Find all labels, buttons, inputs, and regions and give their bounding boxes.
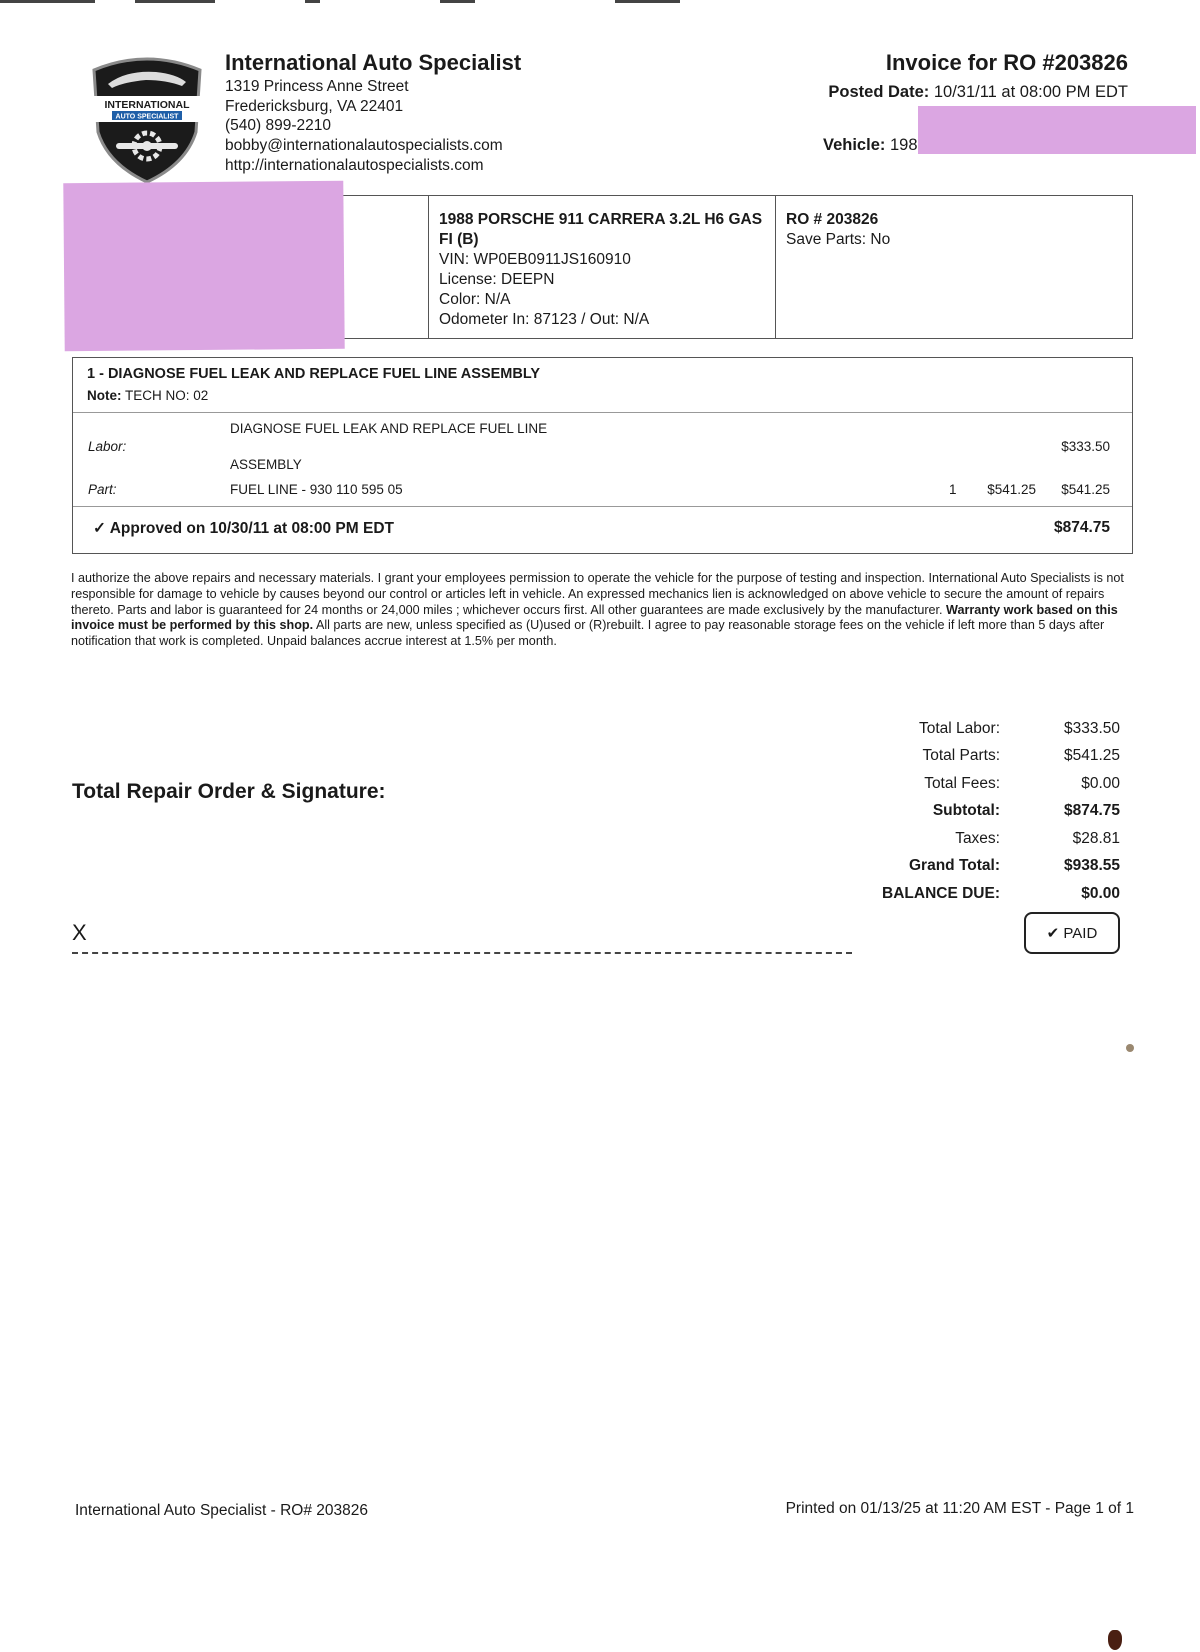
balance-due-value: $0.00: [1081, 885, 1120, 902]
part-unit-price: $541.25: [987, 482, 1036, 497]
invoice-title: Invoice for RO #203826: [885, 50, 1128, 75]
job-note: [87, 388, 208, 403]
job-note-value: TECH NO: 02: [125, 388, 209, 403]
svg-text:INTERNATIONAL: INTERNATIONAL: [104, 99, 190, 111]
vehicle-description: 1988 PORSCHE 911 CARRERA 3.2L H6 GAS: [439, 211, 763, 228]
scan-artifact: [440, 0, 475, 3]
vehicle-license: License: DEEPN: [439, 271, 555, 288]
part-label: Part:: [88, 482, 117, 497]
grand-total-value: $938.55: [1063, 857, 1120, 874]
scan-smudge: [1108, 1630, 1122, 1650]
labor-description-cont: ASSEMBLY: [230, 457, 302, 472]
posted-date: [828, 83, 1128, 102]
shop-email: bobby@internationalautospecialists.com: [225, 137, 503, 154]
job-divider: [73, 506, 1132, 507]
shop-name: International Auto Specialist: [225, 50, 522, 75]
vehicle-description-cont: FI (B): [439, 231, 479, 248]
part-description: FUEL LINE - 930 110 595 05: [230, 482, 403, 497]
footer-shop-ro: International Auto Specialist - RO# 203826: [75, 1502, 368, 1519]
total-fees-value: $0.00: [1081, 775, 1120, 792]
vehicle-value: 198: [889, 136, 918, 154]
scan-smudge: [1126, 1044, 1134, 1052]
approval-status: ✓ Approved on 10/30/11 at 08:00 PM EDT: [93, 520, 394, 537]
grand-total-label: Grand Total:: [909, 857, 1000, 874]
total-labor-label: Total Labor:: [919, 720, 1000, 737]
part-quantity: 1: [949, 482, 957, 497]
total-fees-label: Total Fees:: [924, 775, 1000, 792]
total-parts-value: $541.25: [1063, 747, 1120, 764]
vehicle-box-divider: [428, 196, 429, 338]
authorization-terms: [71, 571, 1137, 650]
scan-artifact: [135, 0, 215, 3]
job-total: $874.75: [1053, 519, 1110, 536]
terms-text: I authorize the above repairs and necessary materials. I grant your employees permission to operate the vehicle for the purpose of testing and inspection. International Auto Specialists is not responsible for damage to vehicle by causes beyond our control or articles left in vehicle. An expressed mechanics lien is acknowledged on above vehicle to secure the amount of repairs thereto. Parts and labor is guaranteed for 24 months or 24,000 miles ; whichever occurs first. All other guarantees are made exclusively by the manufacturer.: [71, 571, 1124, 617]
vehicle-details: [439, 210, 769, 330]
footer-printed-info: Printed on 01/13/25 at 11:20 AM EST - Page 1 of 1: [785, 1500, 1134, 1517]
ro-details: [786, 210, 890, 250]
balance-due-label: BALANCE DUE:: [882, 885, 1000, 902]
scan-artifact: [615, 0, 680, 3]
job-title: 1 - DIAGNOSE FUEL LEAK AND REPLACE FUEL LINE ASSEMBLY: [87, 366, 541, 382]
vehicle-color: Color: N/A: [439, 291, 511, 308]
subtotal-value: $874.75: [1063, 802, 1120, 819]
vehicle-box-divider: [775, 196, 776, 338]
shop-logo: [86, 52, 208, 184]
labor-label: Labor:: [88, 439, 127, 454]
taxes-value: $28.81: [1072, 830, 1120, 847]
redaction-vehicle: [918, 106, 1196, 154]
labor-amount: $333.50: [1061, 439, 1110, 454]
svg-text:AUTO SPECIALIST: AUTO SPECIALIST: [115, 113, 179, 121]
posted-date-value: 10/31/11 at 08:00 PM EDT: [933, 83, 1128, 101]
signature-title: Total Repair Order & Signature:: [72, 780, 386, 803]
part-amount: $541.25: [1061, 482, 1110, 497]
terms-text-cont: All parts are new, unless specified as (U)used or (R)rebuilt. I agree to pay reasonable storage fees on the vehicle if left more than 5 days after notification that work is completed. Unpaid balances accrue interest at 1.5% per month.: [71, 618, 1105, 649]
terms-warranty: Warranty work based on this invoice must be performed by this shop.: [71, 602, 1118, 633]
paid-badge: ✔ PAID: [1024, 912, 1120, 954]
shop-phone: (540) 899-2210: [225, 117, 331, 134]
vehicle-odometer: Odometer In: 87123 / Out: N/A: [439, 311, 650, 328]
taxes-label: Taxes:: [955, 830, 1000, 847]
scan-artifact: [0, 0, 95, 3]
job-divider: [73, 412, 1132, 413]
signature-x: X: [72, 920, 87, 945]
total-parts-label: Total Parts:: [922, 747, 1000, 764]
subtotal-label: Subtotal:: [932, 802, 1000, 819]
signature-line: [72, 952, 852, 954]
shop-website: http://internationalautospecialists.com: [225, 157, 484, 174]
vehicle-vin: VIN: WP0EB0911JS160910: [439, 251, 631, 268]
posted-date-label: Posted Date:: [828, 83, 930, 101]
labor-description: DIAGNOSE FUEL LEAK AND REPLACE FUEL LINE: [230, 421, 548, 436]
vehicle-label: Vehicle:: [823, 136, 886, 154]
vehicle-summary: [823, 136, 918, 155]
save-parts: Save Parts: No: [786, 231, 891, 248]
ro-number: RO # 203826: [786, 211, 879, 228]
job-note-label: Note:: [87, 388, 122, 403]
shop-address-line1: 1319 Princess Anne Street: [225, 78, 409, 95]
redaction-customer: [63, 181, 344, 351]
total-labor-value: $333.50: [1063, 720, 1120, 737]
scan-artifact: [305, 0, 320, 3]
shop-address-line2: Fredericksburg, VA 22401: [225, 98, 404, 115]
